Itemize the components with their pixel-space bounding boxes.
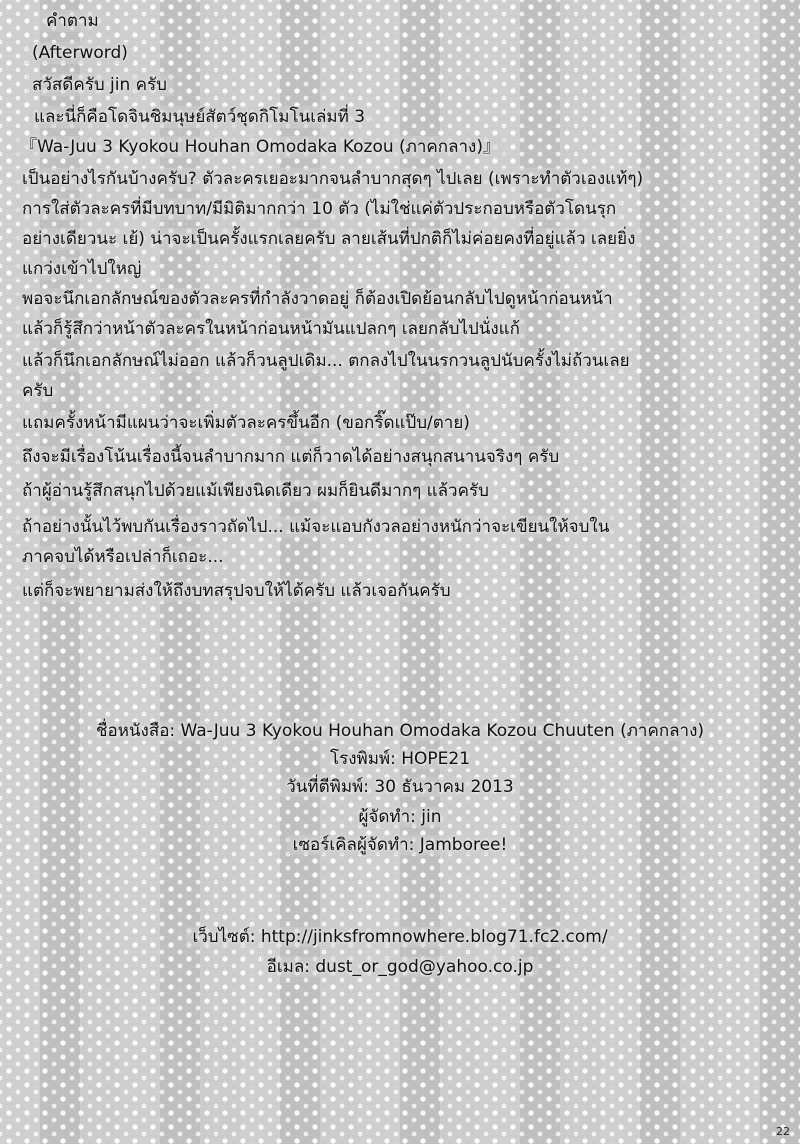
colophon-author: ผู้จัดทำ: jin xyxy=(0,806,800,828)
body-line: การใส่ตัวละครที่มีบทบาท/มีมิติมากกว่า 10 ตัว (ไม่ใช่แค่ตัวประกอบหรือตัวโดนรุก xyxy=(16,198,622,220)
intro-line: และนี่ก็คือโดจินชิมนุษย์สัตว์ชุดกิโมโนเล่มที่ 3 xyxy=(28,106,371,128)
body-line: แล้วก็นึกเอกลักษณ์ไม่ออก แล้วก็วนลูปเดิม... ตกลงไปในนรกวนลูปนับครั้งไม่ถ้วนเลย xyxy=(16,350,636,372)
body-line: ถ้าอย่างนั้นไว้พบกันเรื่องราวถัดไป... แม้จะแอบกังวลอย่างหนักว่าจะเขียนให้จบใน xyxy=(16,516,615,538)
greeting-line: สวัสดีครับ jin ครับ xyxy=(26,74,173,96)
body-line: ถ้าผู้อ่านรู้สึกสนุกไปด้วยแม้เพียงนิดเดียว ผมก็ยินดีมากๆ แล้วครับ xyxy=(16,480,495,502)
colophon-circle: เซอร์เคิลผู้จัดทำ: Jamboree! xyxy=(0,834,800,856)
body-line: แล้วก็รู้สึกว่าหน้าตัวละครในหน้าก่อนหน้ามันแปลกๆ เลยกลับไปนั่งแก้ xyxy=(16,318,526,340)
body-line: อย่างเดียวนะ เย้) น่าจะเป็นครั้งแรกเลยครับ ลายเส้นที่ปกติก็ไม่ค่อยคงที่อยู่แล้ว เลยยิ่ง xyxy=(16,228,641,250)
body-line: ภาคจบได้หรือเปล่าก็เถอะ... xyxy=(16,546,230,568)
afterword-title-thai: คำตาม xyxy=(40,10,105,32)
colophon-print-date: วันที่ตีพิมพ์: 30 ธันวาคม 2013 xyxy=(0,776,800,798)
colophon-book-name: ชื่อหนังสือ: Wa-Juu 3 Kyokou Houhan Omodaka Kozou Chuuten (ภาคกลาง) xyxy=(0,720,800,742)
body-line: พอจะนึกเอกลักษณ์ของตัวละครที่กำลังวาดอยู่ ก็ต้องเปิดย้อนกลับไปดูหน้าก่อนหน้า xyxy=(16,288,619,310)
body-line: ครับ xyxy=(16,380,59,402)
page-number: 22 xyxy=(776,1125,790,1138)
body-line: ถึงจะมีเรื่องโน้นเรื่องนี้จนลำบากมาก แต่ก็วาดได้อย่างสนุกสนานจริงๆ ครับ xyxy=(16,446,565,468)
book-title-line: 『Wa-Juu 3 Kyokou Houhan Omodaka Kozou (ภาคกลาง)』 xyxy=(14,136,506,158)
website-line: เว็บไซต์: http://jinksfromnowhere.blog71.fc2.com/ xyxy=(0,926,800,948)
body-line: แถมครั้งหน้ามีแผนว่าจะเพิ่มตัวละครขึ้นอีก (ขอกริ๊ดแป๊บ/ตาย) xyxy=(16,412,476,434)
body-line: เป็นอย่างไรกันบ้างครับ? ตัวละครเยอะมากจนลำบากสุดๆ ไปเลย (เพราะทำตัวเองแท้ๆ) xyxy=(16,168,649,190)
afterword-title-english: (Afterword) xyxy=(26,42,134,64)
body-line: แต่ก็จะพยายามส่งให้ถึงบทสรุปจบให้ได้ครับ แล้วเจอกันครับ xyxy=(16,580,457,602)
body-line: แกว่งเข้าไปใหญ่ xyxy=(16,258,147,280)
colophon-printer: โรงพิมพ์: HOPE21 xyxy=(0,748,800,770)
email-line: อีเมล: dust_or_god@yahoo.co.jp xyxy=(0,956,800,978)
